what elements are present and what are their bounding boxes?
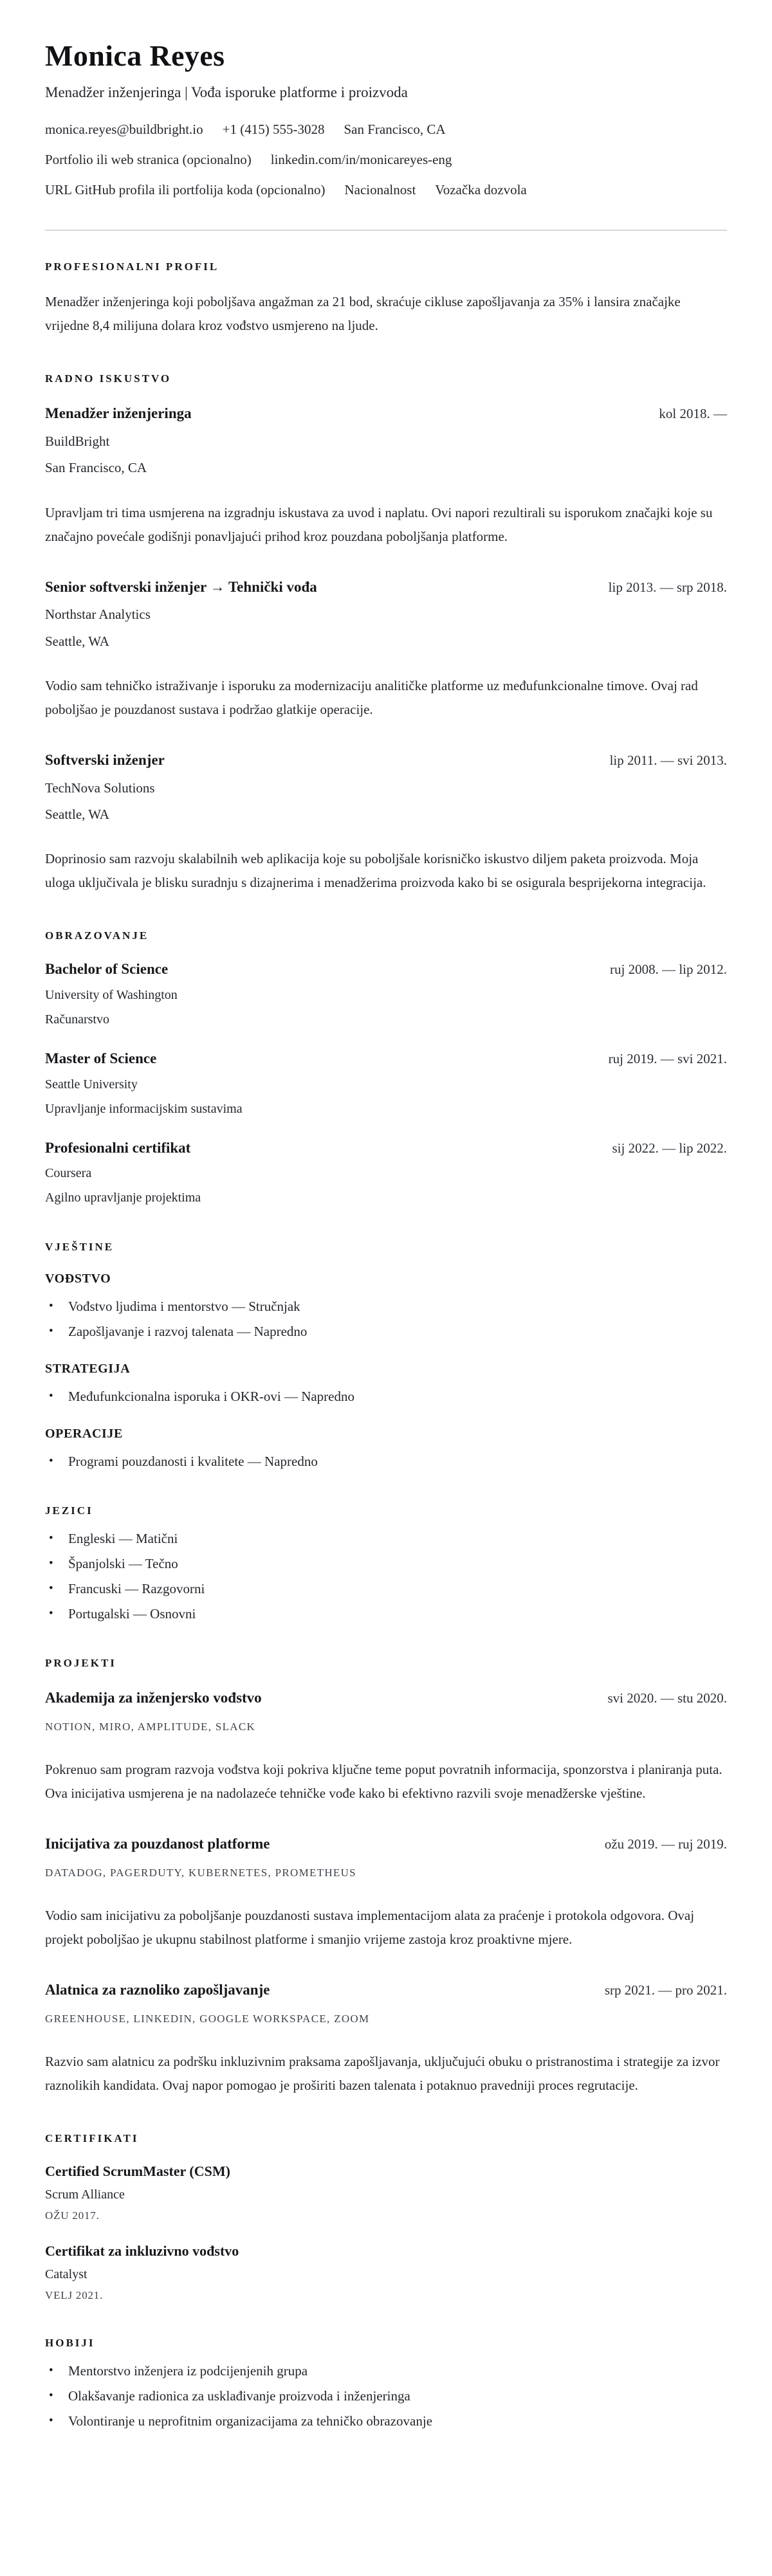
job-company: TechNova Solutions bbox=[45, 780, 155, 796]
job-header bbox=[45, 578, 727, 597]
contact-row-3 bbox=[45, 181, 727, 199]
contact-portfolio: Portfolio ili web stranica (opcionalno) bbox=[45, 152, 252, 168]
job-title: Senior softverski inženjer → Tehnički vođa bbox=[45, 578, 317, 595]
project-description: Razvio sam alatnicu za podršku inkluzivnim praksama zapošljavanja, uključujući obuku o pristranostima i strategije za izvor raznolikih kandidata. Ovaj napor pomogao je proširiti bazen talenata i potaknuo pravedniji proces regrutacije. bbox=[45, 2053, 720, 2093]
profile-text: Menadžer inženjeringa koji poboljšava angažman za 21 bod, skraćuje cikluse zapošljavanja za 35% i lansira značajke vrijedne 8,4 milijuna dolara kroz vođstvo usmjereno na ljude. bbox=[45, 294, 681, 334]
project-dates: svi 2020. — stu 2020. bbox=[607, 1690, 727, 1706]
project-description: Vodio sam inicijativu za poboljšanje pouzdanosti sustava implementacijom alata za praćenje i protokola odgovora. Ovaj projekt poboljšao je ukupnu stabilnost platforme i smanjio vrijeme zastoja kroz proaktivne mjere. bbox=[45, 1907, 695, 1947]
hobby-list bbox=[45, 2362, 727, 2429]
degree-title: Bachelor of Science bbox=[45, 961, 169, 978]
project-tools: NOTION, MIRO, AMPLITUDE, SLACK bbox=[45, 1721, 256, 1733]
job-description: Vodio sam tehničko istraživanje i isporuku za modernizaciju analitičke platforme uz međufunkcionalne timove. Ovaj rad poboljšao je pouzdanost sustava i podržao glatkije operacije. bbox=[45, 677, 698, 717]
project-dates: srp 2021. — pro 2021. bbox=[604, 1982, 727, 1998]
job-header bbox=[45, 405, 727, 423]
job-dates: lip 2011. — svi 2013. bbox=[609, 752, 727, 768]
field-of-study: Upravljanje informacijskim sustavima bbox=[45, 1101, 243, 1116]
job-location: Seattle, WA bbox=[45, 633, 109, 649]
contact-row-1 bbox=[45, 121, 727, 138]
skill-group bbox=[45, 1427, 727, 1470]
contact-email: monica.reyes@buildbright.io bbox=[45, 122, 203, 138]
job-dates: kol 2018. — bbox=[659, 406, 727, 422]
degree-title: Master of Science bbox=[45, 1050, 157, 1066]
section-skills bbox=[45, 1239, 727, 1470]
hobby-item: • Mentorstvo inženjera iz podcijenjenih grupa bbox=[45, 2362, 727, 2379]
school-name: Seattle University bbox=[45, 1077, 138, 1092]
certification-name: Certified ScrumMaster (CSM) bbox=[45, 2162, 230, 2179]
job-dates: lip 2013. — srp 2018. bbox=[608, 579, 727, 595]
hobby-item: • Volontiranje u neprofitnim organizacijama za tehničko obrazovanje bbox=[45, 2413, 727, 2429]
project-header bbox=[45, 1981, 727, 2000]
section-education bbox=[45, 928, 727, 1206]
projects-heading: PROJEKTI bbox=[45, 1657, 116, 1670]
person-headline: Menadžer inženjeringa | Vođa isporuke platforme i proizvoda bbox=[45, 84, 408, 100]
section-projects bbox=[45, 1656, 727, 2097]
degree-dates: ruj 2019. — svi 2021. bbox=[608, 1050, 727, 1066]
degree-dates: sij 2022. — lip 2022. bbox=[612, 1140, 727, 1156]
field-of-study: Računarstvo bbox=[45, 1012, 109, 1027]
skill-group-name: OPERACIJE bbox=[45, 1427, 123, 1441]
languages-heading: JEZICI bbox=[45, 1504, 93, 1517]
project-entry bbox=[45, 1835, 727, 1951]
section-languages bbox=[45, 1503, 727, 1622]
education-entry bbox=[45, 960, 727, 1028]
language-list bbox=[45, 1530, 727, 1622]
hobby-item: • Olakšavanje radionica za usklađivanje proizvoda i inženjeringa bbox=[45, 2388, 727, 2404]
section-experience bbox=[45, 371, 727, 895]
contact-nationality: Nacionalnost bbox=[344, 182, 416, 198]
project-entry bbox=[45, 1981, 727, 2097]
header-divider bbox=[45, 230, 727, 231]
project-description: Pokrenuo sam program razvoja vođstva koji pokriva ključne teme poput povratnih informacija, sponzorstva i planiranja puta. Ova inicijativa usmjerena je na nadolazeće tehničke vođe kako bi efektivno razvili svoje menadžerske vještine. bbox=[45, 1762, 722, 1802]
skill-item: • Vođstvo ljudima i mentorstvo — Stručnjak bbox=[45, 1298, 727, 1315]
certification-issuer: Scrum Alliance bbox=[45, 2187, 125, 2202]
job-company: Northstar Analytics bbox=[45, 607, 151, 623]
language-item: • Španjolski — Tečno bbox=[45, 1555, 727, 1572]
job-title: Softverski inženjer bbox=[45, 751, 165, 768]
skill-group-name: VOĐSTVO bbox=[45, 1272, 111, 1286]
job-title: Menadžer inženjeringa bbox=[45, 405, 192, 422]
school-name: University of Washington bbox=[45, 987, 178, 1002]
job-entry bbox=[45, 578, 727, 722]
contact-row-2 bbox=[45, 151, 727, 169]
certification-entry bbox=[45, 2243, 727, 2302]
certifications-heading: CERTIFIKATI bbox=[45, 2132, 139, 2144]
skills-heading: VJEŠTINE bbox=[45, 1241, 115, 1254]
job-location: Seattle, WA bbox=[45, 806, 109, 822]
skill-group bbox=[45, 1362, 727, 1405]
skill-list bbox=[45, 1453, 727, 1470]
education-header bbox=[45, 1050, 727, 1068]
project-header bbox=[45, 1835, 727, 1854]
skill-group bbox=[45, 1272, 727, 1340]
skill-item: • Međufunkcionalna isporuka i OKR-ovi — Napredno bbox=[45, 1388, 727, 1405]
education-entry bbox=[45, 1050, 727, 1117]
experience-heading: RADNO ISKUSTVO bbox=[45, 372, 172, 385]
job-description: Doprinosio sam razvoju skalabilnih web aplikacija koje su poboljšale korisničko iskustvo diljem paketa proizvoda. Moja uloga uključivala je blisku suradnju s dizajnerima i menadžerima proizvoda kako bi se osigurala besprijekorna integracija. bbox=[45, 851, 706, 891]
project-name: Inicijativa za pouzdanost platforme bbox=[45, 1836, 270, 1852]
contact-linkedin: linkedin.com/in/monicareyes-eng bbox=[270, 152, 452, 168]
contact-phone: +1 (415) 555-3028 bbox=[222, 122, 325, 138]
job-description: Upravljam tri tima usmjerena na izgradnju iskustava za uvod i naplatu. Ovi napori rezultirali su isporukom značajki koje su značajno povećale godišnji ponavljajući prihod kroz pouzdana poboljšanja platforme. bbox=[45, 504, 713, 544]
contact-driving-license: Vozačka dozvola bbox=[435, 182, 527, 198]
project-tools: GREENHOUSE, LINKEDIN, GOOGLE WORKSPACE, ZOOM bbox=[45, 2012, 370, 2025]
resume-header bbox=[45, 40, 727, 231]
project-name: Akademija za inženjersko vođstvo bbox=[45, 1690, 262, 1706]
skill-list bbox=[45, 1388, 727, 1405]
certification-date: OŽU 2017. bbox=[45, 2209, 100, 2222]
education-header bbox=[45, 960, 727, 979]
project-entry bbox=[45, 1689, 727, 1805]
skill-item: • Zapošljavanje i razvoj talenata — Napredno bbox=[45, 1323, 727, 1340]
language-item: • Francuski — Razgovorni bbox=[45, 1580, 727, 1597]
certification-name: Certifikat za inkluzivno vođstvo bbox=[45, 2242, 239, 2259]
section-certifications bbox=[45, 2131, 727, 2302]
skill-group-name: STRATEGIJA bbox=[45, 1362, 131, 1376]
school-name: Coursera bbox=[45, 1166, 92, 1181]
project-name: Alatnica za raznoliko zapošljavanje bbox=[45, 1981, 270, 1998]
section-hobbies bbox=[45, 2335, 727, 2429]
contact-location: San Francisco, CA bbox=[344, 122, 446, 138]
language-item: • Engleski — Matični bbox=[45, 1530, 727, 1547]
language-item: • Portugalski — Osnovni bbox=[45, 1605, 727, 1622]
education-heading: OBRAZOVANJE bbox=[45, 929, 149, 942]
education-header bbox=[45, 1139, 727, 1158]
skill-item: • Programi pouzdanosti i kvalitete — Napredno bbox=[45, 1453, 727, 1470]
person-name: Monica Reyes bbox=[45, 39, 225, 72]
certification-entry bbox=[45, 2163, 727, 2222]
certification-date: VELJ 2021. bbox=[45, 2288, 104, 2301]
job-company: BuildBright bbox=[45, 434, 110, 450]
job-location: San Francisco, CA bbox=[45, 460, 147, 476]
degree-dates: ruj 2008. — lip 2012. bbox=[610, 962, 727, 978]
project-dates: ožu 2019. — ruj 2019. bbox=[604, 1836, 727, 1852]
job-entry bbox=[45, 405, 727, 548]
hobbies-heading: HOBIJI bbox=[45, 2336, 95, 2349]
contact-github: URL GitHub profila ili portfolija koda (opcionalno) bbox=[45, 182, 326, 198]
degree-title: Profesionalni certifikat bbox=[45, 1139, 191, 1156]
project-tools: DATADOG, PAGERDUTY, KUBERNETES, PROMETHEUS bbox=[45, 1866, 356, 1879]
job-entry bbox=[45, 751, 727, 895]
education-entry bbox=[45, 1139, 727, 1207]
project-header bbox=[45, 1689, 727, 1708]
job-header bbox=[45, 751, 727, 770]
field-of-study: Agilno upravljanje projektima bbox=[45, 1191, 201, 1205]
skill-list bbox=[45, 1298, 727, 1340]
certification-issuer: Catalyst bbox=[45, 2267, 87, 2281]
section-profile bbox=[45, 259, 727, 338]
profile-heading: PROFESIONALNI PROFIL bbox=[45, 260, 219, 273]
